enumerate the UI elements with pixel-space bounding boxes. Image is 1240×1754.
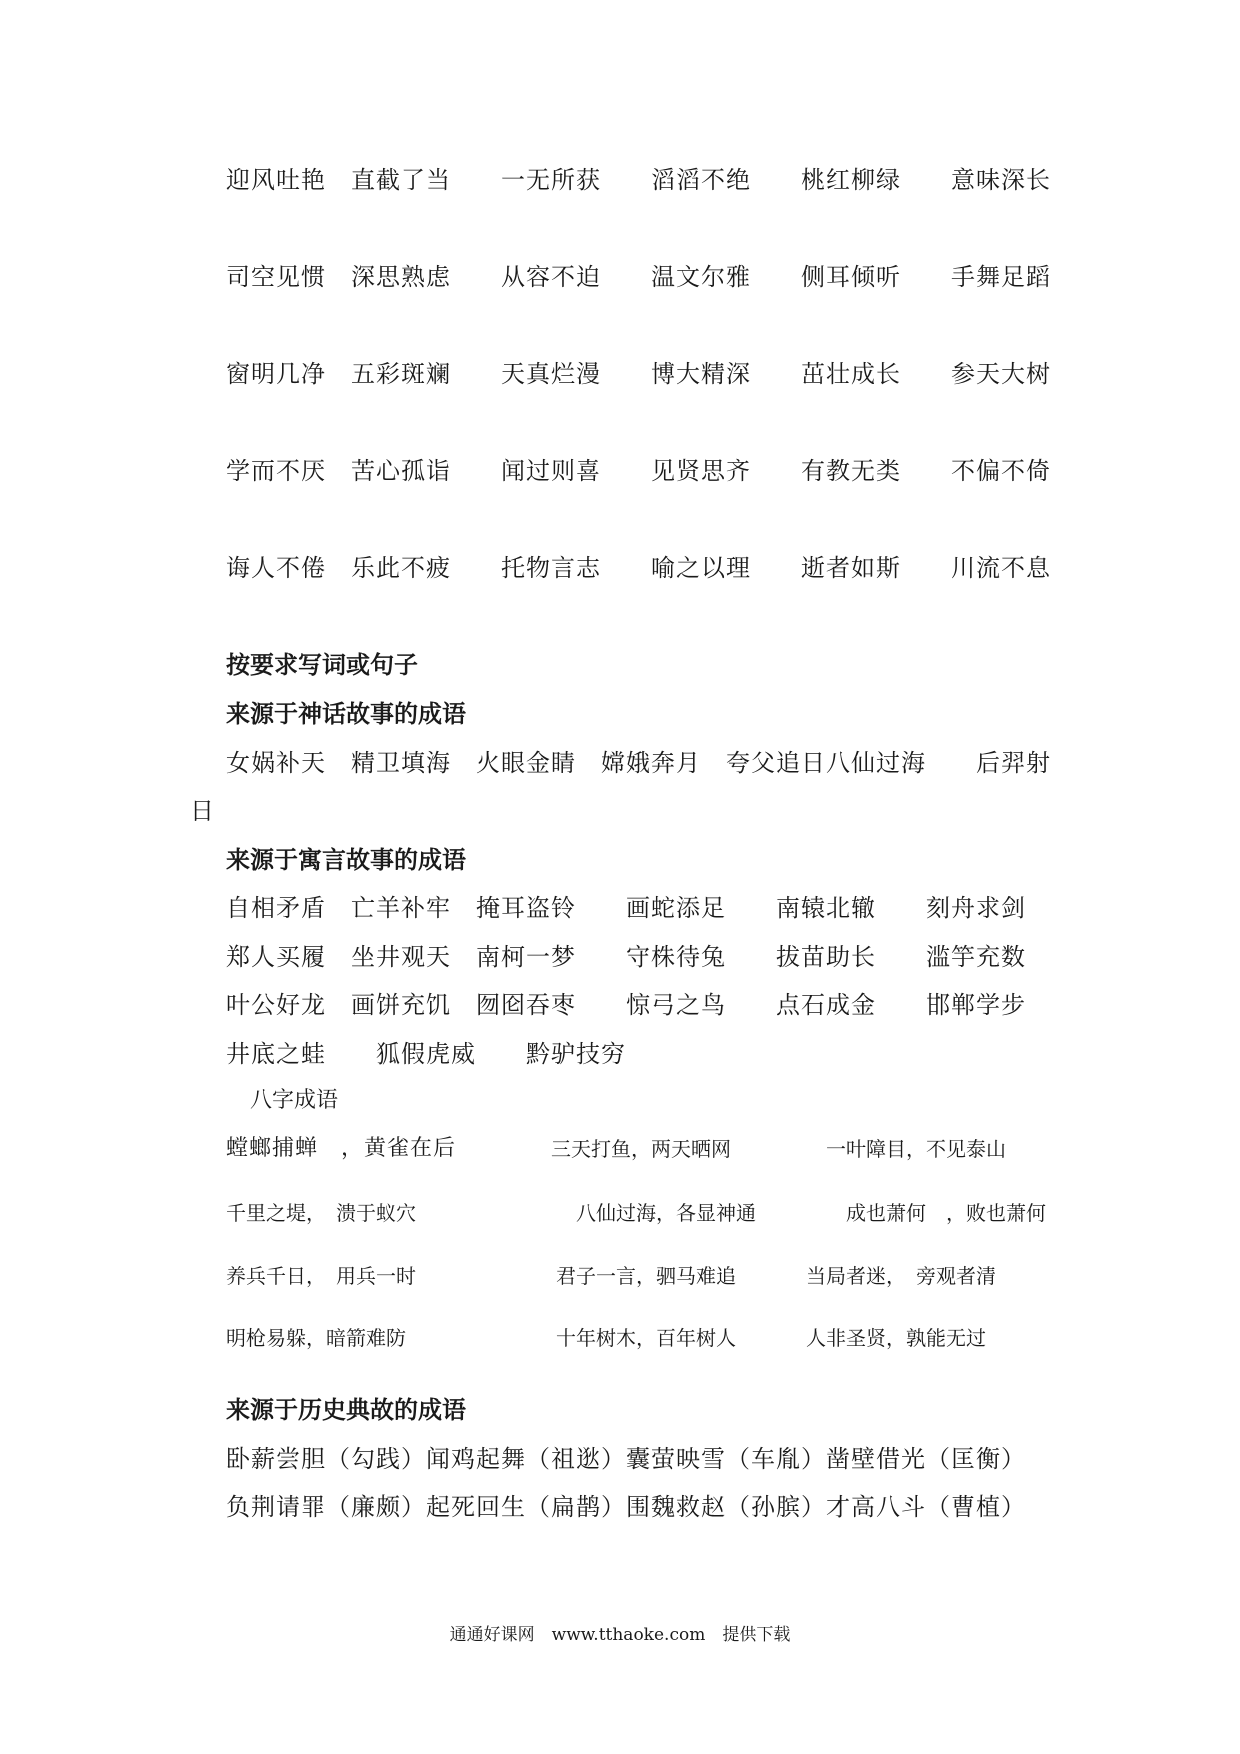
idiom-cell: 司空见惯: [226, 263, 326, 291]
history-heading: 来源于历史典故的成语: [226, 1395, 466, 1424]
idiom-cell: 迎风吐艳: [226, 166, 326, 194]
list-item: 三天打鱼，两天晒网: [551, 1137, 731, 1161]
idiom-cell: 侧耳倾听: [801, 263, 901, 291]
list-item: 邯郸学步: [926, 991, 1026, 1019]
idiom-cell: 乐此不疲: [351, 554, 451, 582]
list-item: 刻舟求剑: [926, 894, 1026, 922]
idiom-cell: 滔滔不绝: [651, 166, 751, 194]
list-item: 当局者迷， 旁观者清: [806, 1264, 996, 1288]
list-item: 成也萧何 ，败也萧何: [846, 1201, 1046, 1225]
idiom-cell: 托物言志: [501, 554, 601, 582]
list-item: 惊弓之鸟: [626, 991, 726, 1019]
list-item: 掩耳盗铃: [476, 894, 576, 922]
list-item: 守株待兔: [626, 943, 726, 971]
list-item: 滥竽充数: [926, 943, 1026, 971]
list-item: 十年树木，百年树人: [556, 1326, 736, 1350]
idiom-grid-row: [0, 451, 1240, 491]
idiom-grid-row: [0, 354, 1240, 394]
idiom-cell: 诲人不倦: [226, 554, 326, 582]
list-item: 人非圣贤，孰能无过: [806, 1326, 986, 1350]
idiom-cell: 一无所获: [501, 166, 601, 194]
idiom-cell: 从容不迫: [501, 263, 601, 291]
list-item: 明枪易躲，暗箭难防: [226, 1326, 406, 1350]
idiom-cell: 手舞足蹈: [951, 263, 1051, 291]
list-item: 君子一言，驷马难追: [556, 1264, 736, 1288]
idiom-cell: 有教无类: [801, 457, 901, 485]
mythology-heading: 来源于神话故事的成语: [226, 699, 466, 728]
idiom-cell: 温文尔雅: [651, 263, 751, 291]
mythology-line: 女娲补天 精卫填海 火眼金睛 嫦娥奔月 夸父追日八仙过海 后羿射: [226, 749, 1051, 777]
idiom-cell: 博大精深: [651, 360, 751, 388]
list-item: 囫囵吞枣: [476, 991, 576, 1019]
idiom-cell: 五彩斑斓: [351, 360, 451, 388]
page-footer: 通通好课网 www.tthaoke.com 提供下载: [449, 1625, 791, 1645]
fables-heading: 来源于寓言故事的成语: [226, 845, 466, 874]
list-item: 千里之堤， 溃于蚁穴: [226, 1201, 416, 1225]
list-item: 养兵千日， 用兵一时: [226, 1264, 416, 1288]
idiom-cell: 深思熟虑: [351, 263, 451, 291]
history-line: 负荆请罪（廉颇）起死回生（扁鹊）围魏救赵（孙膑）才高八斗（曹植）: [226, 1493, 1026, 1521]
idiom-grid-row: [0, 160, 1240, 200]
idiom-cell: 参天大树: [951, 360, 1051, 388]
list-item: 南柯一梦: [476, 943, 576, 971]
list-item: 自相矛盾: [226, 894, 326, 922]
idiom-cell: 川流不息: [951, 554, 1051, 582]
idiom-grid-row: [0, 257, 1240, 297]
idiom-grid-row: [0, 548, 1240, 588]
idiom-cell: 见贤思齐: [651, 457, 751, 485]
eight-char-heading: 八字成语: [250, 1088, 339, 1113]
list-item: 螳螂捕蝉 ，黄雀在后: [226, 1136, 457, 1161]
idiom-cell: 逝者如斯: [801, 554, 901, 582]
idiom-cell: 喻之以理: [651, 554, 751, 582]
list-item: 郑人买履: [226, 943, 326, 971]
idiom-cell: 闻过则喜: [501, 457, 601, 485]
section-title: 按要求写词或句子: [226, 650, 418, 679]
idiom-cell: 窗明几净: [226, 360, 326, 388]
list-item: 点石成金: [776, 991, 876, 1019]
idiom-cell: 学而不厌: [226, 457, 326, 485]
idiom-cell: 不偏不倚: [951, 457, 1051, 485]
mythology-line-wrap: 日: [190, 797, 215, 825]
idiom-cell: 意味深长: [951, 166, 1051, 194]
idiom-cell: 直截了当: [351, 166, 451, 194]
list-item: 画蛇添足: [626, 894, 726, 922]
idiom-cell: 天真烂漫: [501, 360, 601, 388]
list-item: 一叶障目，不见泰山: [826, 1137, 1006, 1161]
list-item: 画饼充饥: [351, 991, 451, 1019]
list-item: 南辕北辙: [776, 894, 876, 922]
idiom-cell: 苦心孤诣: [351, 457, 451, 485]
list-item: 八仙过海，各显神通: [576, 1201, 756, 1225]
list-item: 井底之蛙: [226, 1040, 326, 1068]
history-line: 卧薪尝胆（勾践）闻鸡起舞（祖逖）囊萤映雪（车胤）凿壁借光（匡衡）: [226, 1445, 1026, 1473]
idiom-cell: 茁壮成长: [801, 360, 901, 388]
list-item: 黔驴技穷: [526, 1040, 626, 1068]
list-item: 狐假虎威: [376, 1040, 476, 1068]
list-item: 拔苗助长: [776, 943, 876, 971]
list-item: 亡羊补牢: [351, 894, 451, 922]
list-item: 坐井观天: [351, 943, 451, 971]
idiom-cell: 桃红柳绿: [801, 166, 901, 194]
list-item: 叶公好龙: [226, 991, 326, 1019]
